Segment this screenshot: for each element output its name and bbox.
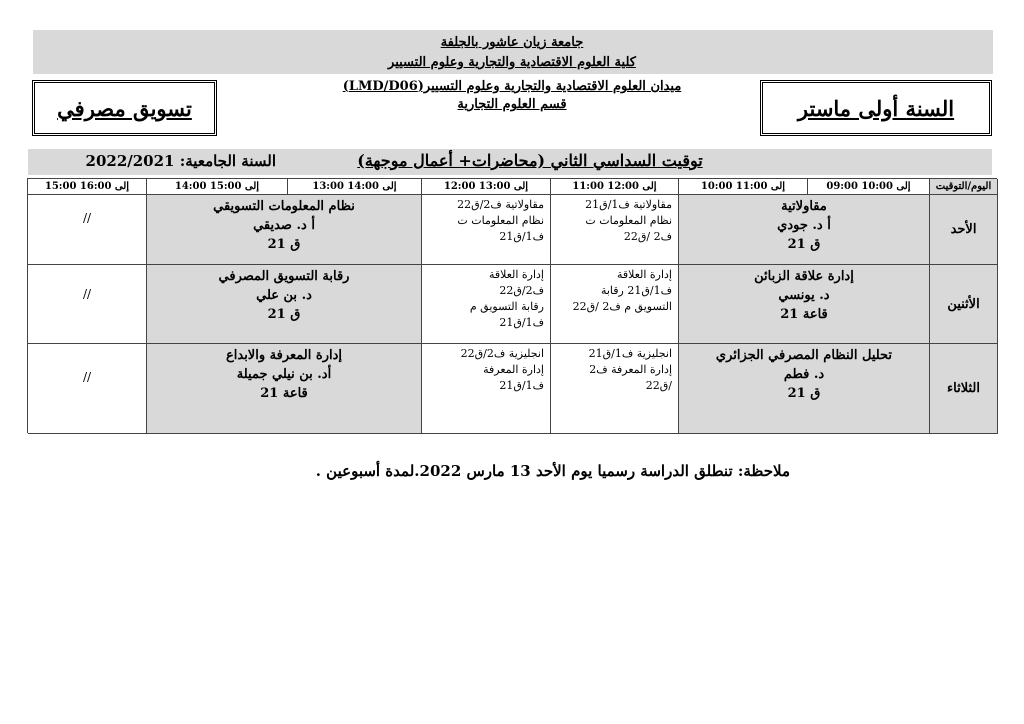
- day-label: الأحد: [930, 195, 998, 265]
- faculty-name: كلية العلوم الاقتصادية والتجارية وعلوم التسيير: [388, 55, 636, 70]
- time-slot-header: 09:00 إلى 10:00: [808, 179, 930, 195]
- level-box: السنة أولى ماستر: [760, 80, 992, 136]
- time-slot-header: 15:00 إلى 16:00: [28, 179, 147, 195]
- time-slot-header: 14:00 إلى 15:00: [147, 179, 288, 195]
- time-slot-header: 11:00 إلى 12:00: [551, 179, 679, 195]
- course-cell: إدارة علاقة الزبائن د. يونسي قاعة 21: [679, 265, 930, 344]
- university-name: جامعة زيان عاشور بالجلفة: [440, 35, 584, 50]
- course-cell: نظام المعلومات التسويقي أ د. صديقي ق 21: [147, 195, 422, 265]
- schedule-table: [27, 178, 997, 433]
- td-cell: مقاولاتية ف1/ق21 نظام المعلومات ت ف2 /ق22: [551, 195, 679, 265]
- course-cell: تحليل النظام المصرفي الجزائري د. فطم ق 21: [679, 344, 930, 434]
- field-name: ميدان العلوم الاقتصادية والتجارية وعلوم التسيير(LMD/D06): [342, 79, 682, 94]
- empty-slot-marker: //: [28, 195, 147, 265]
- td-cell: إدارة العلاقة ف1/ق21 رقابة التسويق م ف2 /ق22: [551, 265, 679, 344]
- start-note: ملاحظة: تنطلق الدراسة رسميا يوم الأحد 13 مارس 2022.لمدة أسبوعين .: [315, 462, 790, 480]
- td-cell: انجليزية ف1/ق21 إدارة المعرفة ف2 /ق22: [551, 344, 679, 434]
- td-cell: مقاولاتية ف2/ق22 نظام المعلومات ت ف1/ق21: [422, 195, 551, 265]
- td-cell: إدارة العلاقة ف2/ق22 رقابة التسويق م ف1/ق21: [422, 265, 551, 344]
- department-name: قسم العلوم التجارية: [457, 97, 567, 112]
- corner-header: اليوم/التوقيت: [930, 179, 998, 195]
- specialty-box: تسويق مصرفي: [32, 80, 217, 136]
- day-label: الأثنين: [930, 265, 998, 344]
- time-slot-header: 12:00 إلى 13:00: [422, 179, 551, 195]
- empty-slot-marker: //: [28, 265, 147, 344]
- course-cell: مقاولاتية أ د. جودي ق 21: [679, 195, 930, 265]
- time-slot-header: 10:00 إلى 11:00: [679, 179, 808, 195]
- day-label: الثلاثاء: [930, 344, 998, 434]
- td-cell: انجليزية ف2/ق22 إدارة المعرفة ف1/ق21: [422, 344, 551, 434]
- academic-year: السنة الجامعية: 2022/2021: [85, 152, 276, 170]
- empty-slot-marker: //: [28, 344, 147, 434]
- course-cell: رقابة التسويق المصرفي د. بن علي ق 21: [147, 265, 422, 344]
- schedule-title: توقيت السداسي الثاني (محاضرات+ أعمال موجهة): [357, 151, 703, 170]
- course-cell: إدارة المعرفة والابداع أد. بن نيلي جميلة قاعة 21: [147, 344, 422, 434]
- time-slot-header: 13:00 إلى 14:00: [288, 179, 422, 195]
